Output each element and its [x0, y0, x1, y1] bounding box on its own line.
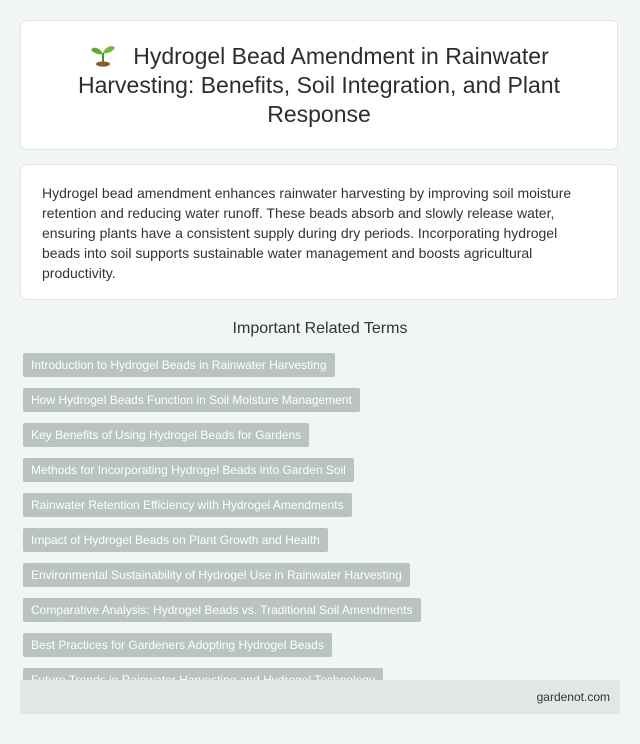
related-term-tag[interactable]: Best Practices for Gardeners Adopting Hydrogel Beads: [23, 633, 332, 657]
related-terms-list: [23, 353, 421, 703]
sprout-icon: [89, 43, 117, 67]
intro-card: [20, 164, 618, 300]
related-terms-heading: Important Related Terms: [232, 320, 408, 337]
related-term-tag[interactable]: How Hydrogel Beads Function in Soil Moisture Management: [23, 388, 360, 412]
footer: [20, 680, 620, 714]
title-card: [20, 20, 618, 150]
related-term-tag[interactable]: Key Benefits of Using Hydrogel Beads for Gardens: [23, 423, 309, 447]
related-term-tag[interactable]: Methods for Incorporating Hydrogel Beads into Garden Soil: [23, 458, 354, 482]
page-title: [21, 42, 617, 129]
related-term-tag[interactable]: Rainwater Retention Efficiency with Hydrogel Amendments: [23, 493, 352, 517]
related-term-tag[interactable]: Introduction to Hydrogel Beads in Rainwater Harvesting: [23, 353, 335, 377]
title-text: Hydrogel Bead Amendment in Rainwater Harvesting: Benefits, Soil Integration, and Plant Response: [77, 42, 560, 127]
related-term-tag[interactable]: Comparative Analysis: Hydrogel Beads vs. Traditional Soil Amendments: [23, 598, 421, 622]
intro-paragraph: Hydrogel bead amendment enhances rainwater harvesting by improving soil moisture retention and reducing water runoff. These beads absorb and slowly release water, ensuring plants have a consistent supply during dry periods. Incorporating hydrogel beads into soil supports sustainable water management and boosts agricultural productivity.: [42, 185, 572, 281]
footer-site-link[interactable]: gardenot.com: [536, 690, 610, 704]
related-term-tag[interactable]: Environmental Sustainability of Hydrogel Use in Rainwater Harvesting: [23, 563, 410, 587]
related-term-tag[interactable]: Impact of Hydrogel Beads on Plant Growth and Health: [23, 528, 328, 552]
